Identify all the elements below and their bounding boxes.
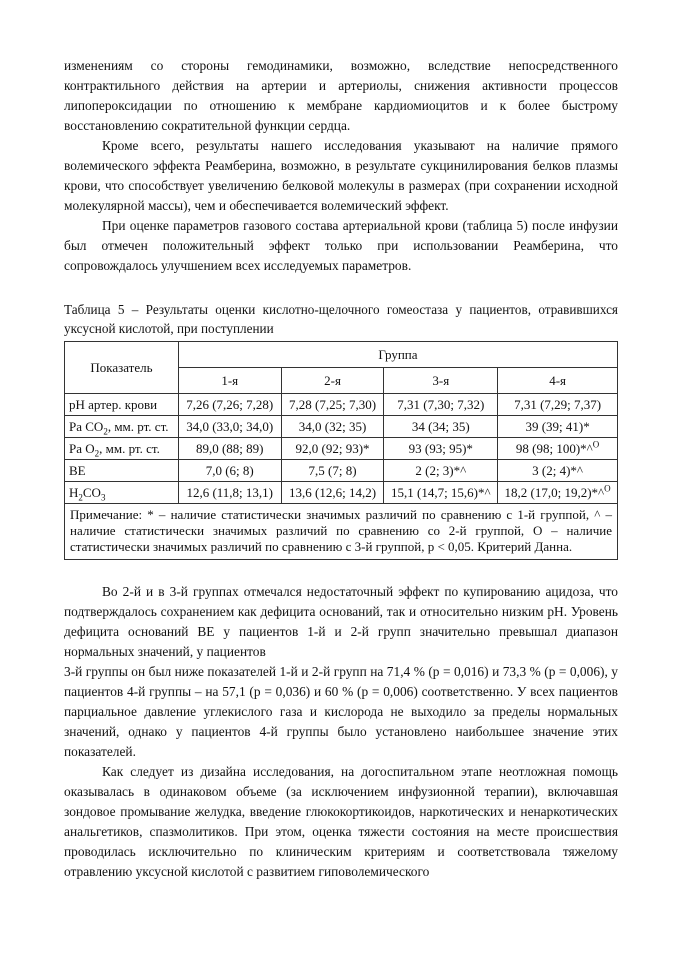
table-row-paco2	[65, 416, 618, 438]
paragraph-3: При оценке параметров газового состава артериальной крови (таблица 5) после инфузии был отмечен положительный эффект только при использовании Реамберина, что сопровождалось улучшением всех исследуемых параметров.	[64, 218, 618, 273]
cell: 7,31 (7,30; 7,32)	[384, 394, 498, 416]
row-label-ph: pH артер. крови	[65, 394, 179, 416]
label-main: H	[69, 485, 79, 500]
paragraph-2: Кроме всего, результаты нашего исследования указывают на наличие прямого волемического эффекта Реамберина, возможно, в результате сукцинилирования белков плазмы крови, что способствует увеличению белковой молекулы в размерах (при сохранении исходной молекулярной массы), чем и обеспечивается волемический эффект.	[64, 138, 618, 213]
label-tail: , мм. рт. ст.	[99, 441, 160, 456]
row-label-be: BE	[65, 460, 179, 482]
cell: 34,0 (33,0; 34,0)	[178, 416, 281, 438]
label-tail: , мм. рт. ст.	[107, 419, 169, 434]
label-sub: 2	[78, 492, 83, 503]
header-group-1: 1-я	[178, 368, 281, 394]
paragraph-4b: 3-й группы он был ниже показателей 1-й и 2-й групп на 71,4 % (р = 0,016) и 73,3 % (р = 0,006), у пациентов 4-й группы – на 57,1 (р = 0,036) и 60 % (р = 0,006) соответственно. У всех пациентов парциальное давление углекислого газа и кислорода не выходило за пределы нормальных значений, однако у пациентов 4-й группы было установлено наибольшее значение этих показателей.	[64, 664, 618, 759]
label-main: Pa O	[69, 441, 95, 456]
label-sub: 2	[103, 426, 108, 437]
label-tail: CO	[82, 485, 101, 500]
label-sub-2: 3	[100, 492, 106, 503]
table-note: Примечание: * – наличие статистически значимых различий по сравнению с 1-й группой, ^ – наличие статистически значимых различий по сравнению со 2-й группой, O – наличие статистически значимых различий по сравнению с 3-й группой, р < 0,05. Критерий Данна.	[65, 504, 618, 560]
cell	[498, 482, 618, 504]
cell-value: 18,2 (17,0; 19,2)*^	[504, 485, 605, 500]
paragraph-1: изменениям со стороны гемодинамики, возможно, вследствие непосредственного контрактильного действия на артерии и артериолы, снижения активности процессов липопероксидации по отношению к мембране кардиомиоцитов и к более быстрому восстановлению сократительной функции сердца.	[64, 58, 618, 133]
cell: 12,6 (11,8; 13,1)	[178, 482, 281, 504]
table-row-pao2	[65, 438, 618, 460]
cell	[498, 438, 618, 460]
results-table	[64, 341, 618, 560]
header-group-4: 4-я	[498, 368, 618, 394]
header-group-3: 3-я	[384, 368, 498, 394]
cell: 13,6 (12,6; 14,2)	[281, 482, 384, 504]
cell: 7,28 (7,25; 7,30)	[281, 394, 384, 416]
cell: 39 (39; 41)*	[498, 416, 618, 438]
cell: 92,0 (92; 93)*	[281, 438, 384, 460]
document-page	[64, 56, 618, 882]
cell: 7,26 (7,26; 7,28)	[178, 394, 281, 416]
cell: 93 (93; 95)*	[384, 438, 498, 460]
cell: 2 (2; 3)*^	[384, 460, 498, 482]
cell-superscript: O	[592, 439, 600, 450]
cell-superscript: O	[604, 483, 611, 494]
table-row-h2co3	[65, 482, 618, 504]
header-group-2: 2-я	[281, 368, 384, 394]
row-label-pao2	[65, 438, 179, 460]
table-row-be	[65, 460, 618, 482]
table-row-ph	[65, 394, 618, 416]
header-indicator: Показатель	[65, 342, 179, 394]
label-sub: 2	[94, 448, 100, 459]
table-note-row	[65, 504, 618, 560]
table-caption: Таблица 5 – Результаты оценки кислотно-щелочного гомеостаза у пациентов, отравившихся уксусной кислотой, при поступлении	[64, 302, 618, 336]
table-header-row	[65, 342, 618, 368]
cell: 89,0 (88; 89)	[178, 438, 281, 460]
paragraph-5: Как следует из дизайна исследования, на догоспитальном этапе неотложная помощь оказывалась в одинаковом объеме (за исключением инфузионной терапии), включавшая зондовое промывание желудка, введение глюкокортикоидов, наркотических и ненаркотических анальгетиков, спазмолитиков. При этом, оценка тяжести состояния на месте происшествия проводилась исключительно по клиническим критериям и соответствовала тяжелому отравлению уксусной кислотой с развитием гиповолемического	[64, 764, 618, 879]
cell: 7,31 (7,29; 7,37)	[498, 394, 618, 416]
cell: 3 (2; 4)*^	[498, 460, 618, 482]
row-label-paco2	[65, 416, 179, 438]
label-main: Pa CO	[69, 419, 104, 434]
paragraph-4a: Во 2-й и в 3-й группах отмечался недостаточный эффект по купированию ацидоза, что подтверждалось сохранением как дефицита оснований, так и относительно низким pH. Уровень дефицита оснований BE у пациентов 1-й и 2-й групп значительно превышал диапазон нормальных значений, у пациентов	[64, 584, 618, 659]
cell: 15,1 (14,7; 15,6)*^	[384, 482, 498, 504]
cell-value: 98 (98; 100)*^	[515, 441, 593, 456]
cell: 34,0 (32; 35)	[281, 416, 384, 438]
cell: 34 (34; 35)	[384, 416, 498, 438]
cell: 7,5 (7; 8)	[281, 460, 384, 482]
row-label-h2co3	[65, 482, 179, 504]
cell: 7,0 (6; 8)	[178, 460, 281, 482]
header-group: Группа	[178, 342, 617, 368]
